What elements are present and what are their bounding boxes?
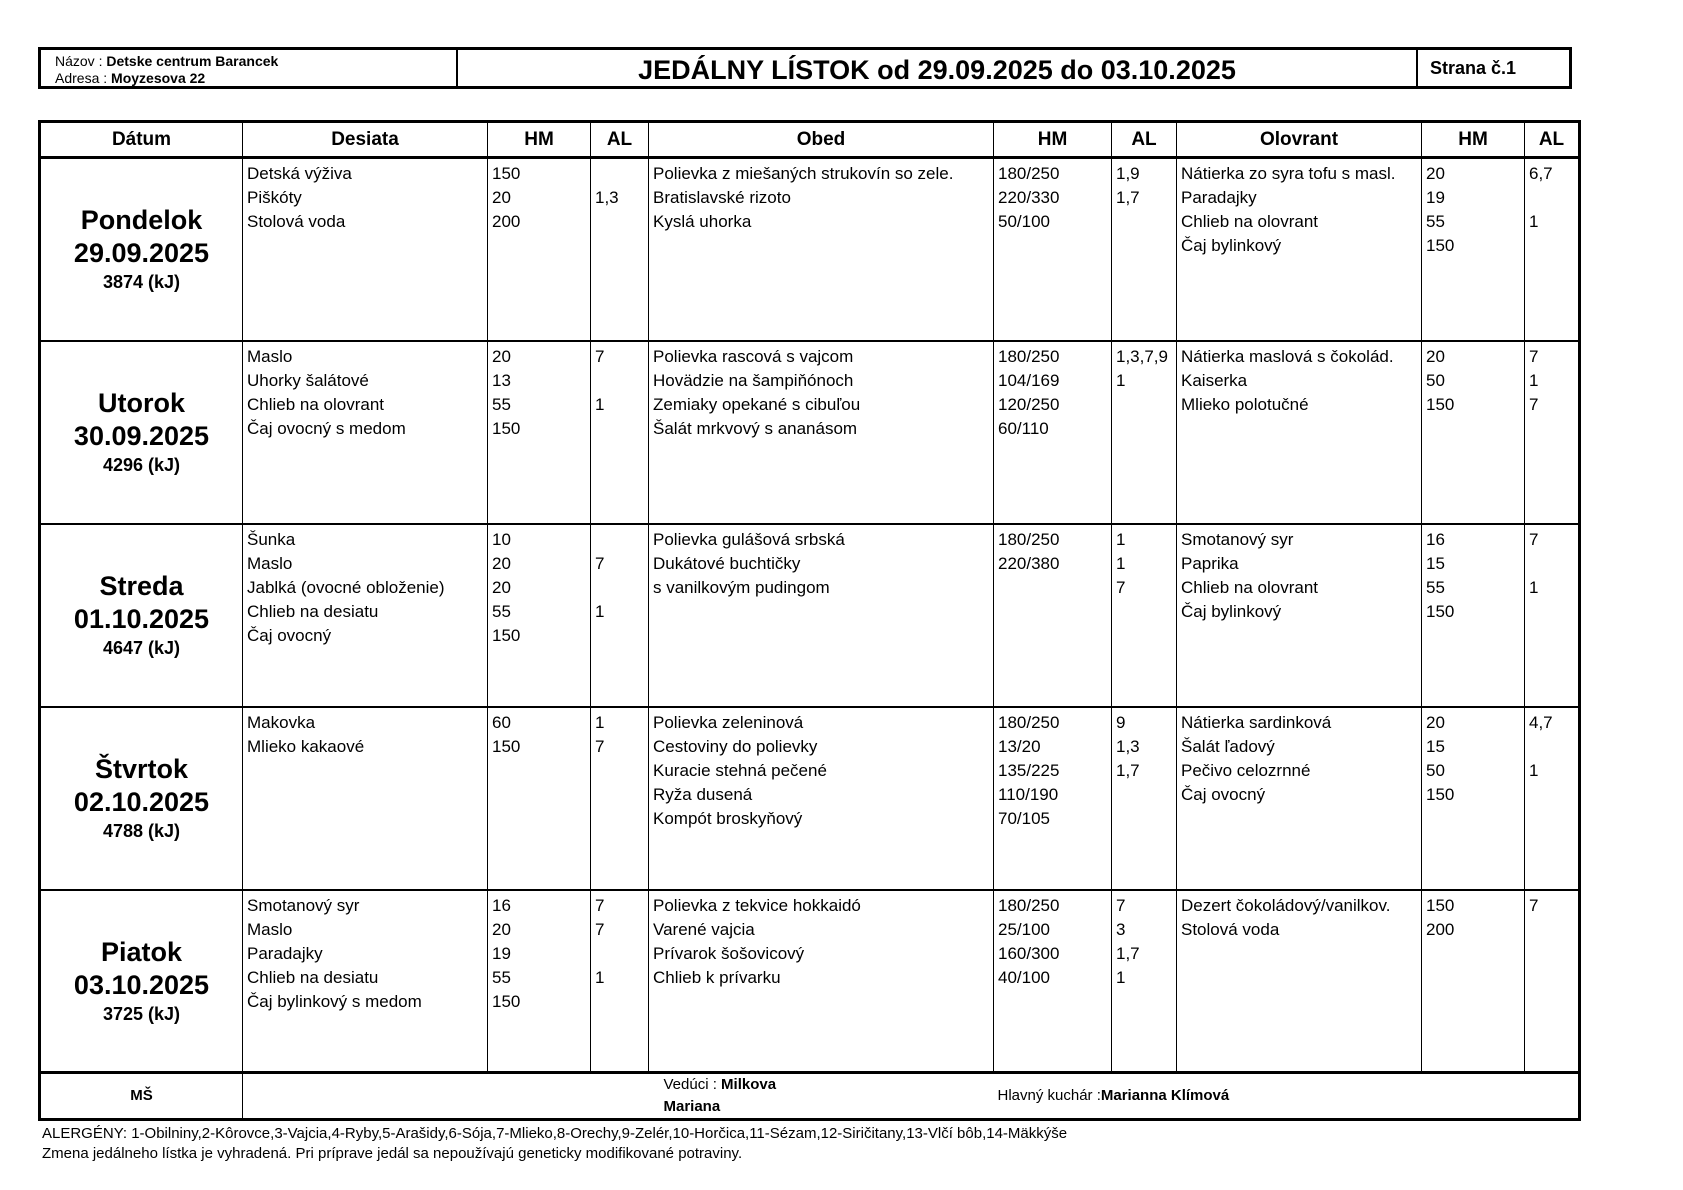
- obed-item: Kuracie stehná pečené: [653, 760, 827, 780]
- desiata-al: [595, 990, 644, 1014]
- day-energy: 3874 (kJ): [102, 272, 181, 293]
- olovrant-al: [1529, 918, 1574, 942]
- olovrant-al: [1529, 735, 1574, 759]
- olovrant-item: Smotanový syr: [1181, 529, 1294, 549]
- desiata-item: Šunka: [247, 529, 296, 549]
- col-hm-snack: HM: [488, 122, 591, 158]
- obed-hm: 25/100: [998, 919, 1050, 939]
- desiata-al: [595, 417, 644, 441]
- olovrant-item-cell: [1177, 890, 1422, 1073]
- olovrant-hm: 55: [1426, 577, 1445, 597]
- day-row: [40, 890, 1580, 1073]
- day-energy: 4647 (kJ): [102, 638, 181, 658]
- obed-hm-cell: [994, 524, 1112, 707]
- desiata-item: Mlieko kakaové: [247, 736, 365, 756]
- olovrant-item-cell: [1177, 707, 1422, 890]
- olovrant-hm: 150: [1426, 601, 1455, 621]
- olovrant-al: 7: [1529, 529, 1539, 549]
- obed-hm: 180/250: [998, 529, 1060, 549]
- day-row: [40, 341, 1580, 524]
- desiata-al: [595, 624, 644, 648]
- desiata-al: [595, 528, 644, 552]
- menu-body: [40, 158, 1580, 1073]
- desiata-hm: 20: [492, 919, 511, 939]
- olovrant-al: 1: [1529, 577, 1539, 597]
- desiata-hm: 150: [492, 736, 521, 756]
- desiata-item-cell: [243, 341, 488, 524]
- obed-hm-cell: [994, 341, 1112, 524]
- desiata-al: 7: [595, 919, 605, 939]
- olovrant-hm: 55: [1426, 212, 1445, 231]
- desiata-hm: 150: [492, 991, 521, 1011]
- desiata-item: Smotanový syr: [247, 895, 360, 915]
- olovrant-al: 6,7: [1529, 164, 1553, 183]
- desiata-item-cell: [243, 707, 488, 890]
- desiata-al-cell: [591, 341, 649, 524]
- olovrant-al: 1: [1529, 760, 1539, 780]
- olovrant-al: 4,7: [1529, 712, 1553, 732]
- desiata-hm-cell: [488, 341, 591, 524]
- desiata-hm: 200: [492, 212, 521, 231]
- desiata-al: 7: [595, 346, 605, 366]
- obed-al: 7: [1116, 577, 1126, 597]
- obed-hm: 110/190: [998, 784, 1059, 804]
- chef-name: Marianna Klímová: [1100, 1087, 1230, 1104]
- day-row: [40, 158, 1580, 341]
- obed-item: Kyslá uhorka: [653, 212, 752, 231]
- obed-hm: 13/20: [998, 736, 1041, 756]
- obed-al: 1: [1116, 553, 1126, 573]
- desiata-item: Maslo: [247, 346, 293, 366]
- col-lunch: Obed: [649, 122, 994, 158]
- olovrant-hm: 20: [1426, 346, 1445, 366]
- name-label: Názov :: [55, 53, 103, 69]
- obed-item: Varené vajcia: [653, 919, 755, 939]
- col-al-lunch: AL: [1112, 122, 1177, 158]
- olovrant-item: Paprika: [1181, 553, 1239, 573]
- day-row: [40, 524, 1580, 707]
- obed-item: Dukátové buchtičky: [653, 553, 801, 573]
- desiata-al: 1: [595, 601, 605, 621]
- col-hm-afternoon: HM: [1422, 122, 1525, 158]
- olovrant-al-cell: [1525, 341, 1580, 524]
- olovrant-al-cell: [1525, 707, 1580, 890]
- desiata-al: [595, 576, 644, 600]
- obed-hm: 135/225: [998, 760, 1060, 780]
- olovrant-item-cell: [1177, 158, 1422, 341]
- desiata-hm-cell: [488, 524, 591, 707]
- day-date: 30.09.2025: [73, 421, 210, 451]
- desiata-item-cell: [243, 890, 488, 1073]
- olovrant-item: Čaj bylinkový: [1181, 601, 1282, 621]
- olovrant-al: [1529, 600, 1574, 624]
- menu-table: [38, 120, 1581, 1121]
- desiata-hm: 16: [492, 895, 511, 915]
- desiata-item: Detská výživa: [247, 164, 352, 183]
- day-date: 03.10.2025: [73, 969, 210, 1000]
- olovrant-item-cell: [1177, 341, 1422, 524]
- olovrant-item: Kaiserka: [1181, 370, 1248, 390]
- desiata-hm: 13: [492, 370, 511, 390]
- desiata-hm: 10: [492, 529, 511, 549]
- olovrant-al: [1529, 552, 1574, 576]
- page-title: JEDÁLNY LÍSTOK od 29.09.2025 do 03.10.2025: [458, 50, 1418, 86]
- olovrant-al: [1529, 234, 1574, 258]
- desiata-item: Chlieb na desiatu: [247, 967, 379, 987]
- desiata-hm: 150: [492, 164, 521, 183]
- day-cell: [40, 524, 243, 707]
- olovrant-item: Mlieko polotučné: [1181, 394, 1309, 414]
- obed-hm: 120/250: [998, 394, 1060, 414]
- day-row: [40, 707, 1580, 890]
- obed-al-cell: [1112, 158, 1177, 341]
- disclaimer-note: Zmena jedálneho lístka je vyhradená. Pri príprave jedál sa nepoužívajú geneticky modifikované potraviny.: [42, 1145, 743, 1162]
- olovrant-item: Nátierka zo syra tofu s masl.: [1181, 164, 1396, 183]
- obed-hm: 50/100: [998, 212, 1050, 231]
- desiata-al: 1: [595, 967, 605, 987]
- obed-al: 1: [1116, 370, 1126, 390]
- desiata-item: Paradajky: [247, 943, 323, 963]
- olovrant-item: Chlieb na olovrant: [1181, 212, 1319, 231]
- ms-label: MŠ: [40, 1073, 243, 1120]
- chef-label: Hlavný kuchár :: [997, 1087, 1101, 1104]
- desiata-hm: 20: [492, 553, 511, 573]
- olovrant-al: 7: [1529, 895, 1539, 915]
- olovrant-item: Pečivo celozrnné: [1181, 760, 1311, 780]
- desiata-item: Stolová voda: [247, 212, 346, 231]
- obed-al: 1,7: [1116, 943, 1140, 963]
- desiata-item: Čaj bylinkový s medom: [247, 991, 422, 1011]
- desiata-al: 1: [595, 394, 605, 414]
- day-energy: 3725 (kJ): [102, 1003, 181, 1024]
- obed-al: 7: [1116, 895, 1126, 915]
- olovrant-hm-cell: [1422, 524, 1525, 707]
- obed-hm: 104/169: [998, 370, 1060, 390]
- obed-al: [1116, 783, 1172, 807]
- olovrant-hm-cell: [1422, 158, 1525, 341]
- col-hm-lunch: HM: [994, 122, 1112, 158]
- obed-item-cell: [649, 890, 994, 1073]
- day-cell: [40, 890, 243, 1073]
- desiata-hm: 55: [492, 394, 511, 414]
- facility-info: [41, 50, 458, 86]
- olovrant-item-cell: [1177, 524, 1422, 707]
- address-label: Adresa :: [55, 70, 108, 86]
- col-al-afternoon: AL: [1525, 122, 1580, 158]
- signature-row: [40, 1073, 1580, 1120]
- desiata-hm-cell: [488, 158, 591, 341]
- desiata-item: Čaj ovocný: [247, 625, 332, 645]
- day-name: Pondelok: [80, 205, 203, 236]
- obed-item: Polievka rascová s vajcom: [653, 346, 854, 366]
- col-al-snack: AL: [591, 122, 649, 158]
- desiata-al-cell: [591, 158, 649, 341]
- col-snack: Desiata: [243, 122, 488, 158]
- olovrant-hm: 15: [1426, 736, 1445, 756]
- manager-label: Vedúci :: [663, 1076, 717, 1093]
- obed-item: Polievka z miešaných strukovín so zele.: [653, 164, 954, 183]
- day-name: Streda: [99, 571, 184, 601]
- olovrant-al-cell: [1525, 158, 1580, 341]
- olovrant-al-cell: [1525, 890, 1580, 1073]
- facility-name: Detske centrum Barancek: [106, 53, 279, 69]
- obed-hm: [998, 576, 1107, 600]
- desiata-al: [595, 210, 644, 234]
- olovrant-hm: 150: [1426, 895, 1455, 915]
- obed-al: [1116, 417, 1172, 441]
- obed-hm: 220/380: [998, 553, 1060, 573]
- obed-al: [1116, 393, 1172, 417]
- day-date: 02.10.2025: [73, 787, 210, 817]
- day-energy: 4296 (kJ): [102, 455, 181, 475]
- desiata-al: [595, 162, 644, 186]
- desiata-hm: 150: [492, 418, 521, 438]
- obed-hm: 70/105: [998, 808, 1050, 828]
- desiata-hm: 55: [492, 601, 511, 621]
- desiata-item-cell: [243, 158, 488, 341]
- obed-item: Ryža dusená: [653, 784, 753, 804]
- olovrant-item: Šalát ľadový: [1181, 736, 1275, 756]
- desiata-item: Chlieb na desiatu: [247, 601, 379, 621]
- obed-al-cell: [1112, 341, 1177, 524]
- desiata-hm: 150: [492, 625, 521, 645]
- olovrant-item: Stolová voda: [1181, 919, 1280, 939]
- column-headers: [40, 122, 1580, 158]
- obed-item: Prívarok šošovicový: [653, 943, 805, 963]
- chef-cell: [994, 1073, 1580, 1120]
- obed-al: 1: [1116, 529, 1126, 549]
- desiata-hm: 19: [492, 943, 511, 963]
- olovrant-al: 1: [1529, 212, 1539, 231]
- olovrant-hm: 150: [1426, 784, 1455, 804]
- desiata-item: Čaj ovocný s medom: [247, 418, 406, 438]
- obed-hm: 60/110: [998, 418, 1049, 438]
- obed-item: Polievka gulášová srbská: [653, 529, 845, 549]
- day-cell: [40, 341, 243, 524]
- page-number: Strana č.1: [1430, 58, 1517, 78]
- olovrant-hm: 20: [1426, 164, 1445, 183]
- obed-hm: 180/250: [998, 346, 1060, 366]
- obed-al: 1,7: [1116, 760, 1140, 780]
- day-date: 29.09.2025: [73, 238, 210, 269]
- desiata-item: Maslo: [247, 919, 293, 939]
- obed-hm: 40/100: [998, 967, 1050, 987]
- desiata-hm: 20: [492, 577, 511, 597]
- olovrant-hm: 19: [1426, 188, 1445, 207]
- olovrant-item: Paradajky: [1181, 188, 1257, 207]
- desiata-item: Maslo: [247, 553, 293, 573]
- obed-hm: 180/250: [998, 164, 1060, 183]
- obed-item-cell: [649, 341, 994, 524]
- desiata-item: Piškóty: [247, 188, 302, 207]
- desiata-item: Jablká (ovocné obloženie): [247, 577, 445, 597]
- desiata-item-cell: [243, 524, 488, 707]
- olovrant-hm-cell: [1422, 707, 1525, 890]
- obed-al: 1: [1116, 967, 1126, 987]
- desiata-hm: 20: [492, 188, 511, 207]
- obed-hm-cell: [994, 707, 1112, 890]
- obed-al: [1116, 807, 1172, 831]
- obed-item-cell: [649, 524, 994, 707]
- olovrant-item: Čaj bylinkový: [1181, 236, 1282, 255]
- olovrant-item: Nátierka sardinková: [1181, 712, 1332, 732]
- notes: [42, 1124, 1067, 1164]
- obed-al: 1,9: [1116, 164, 1140, 183]
- olovrant-al: 1: [1529, 370, 1539, 390]
- obed-item: Polievka zeleninová: [653, 712, 804, 732]
- olovrant-al: [1529, 186, 1574, 210]
- desiata-item: Uhorky šalátové: [247, 370, 369, 390]
- desiata-al: [595, 942, 644, 966]
- olovrant-item: Nátierka maslová s čokolád.: [1181, 346, 1394, 366]
- desiata-al-cell: [591, 524, 649, 707]
- obed-item-cell: [649, 158, 994, 341]
- obed-hm: 180/250: [998, 712, 1060, 732]
- obed-al: 9: [1116, 712, 1126, 732]
- olovrant-hm: 200: [1426, 919, 1455, 939]
- olovrant-item: Čaj ovocný: [1181, 784, 1266, 804]
- desiata-item: Chlieb na olovrant: [247, 394, 385, 414]
- desiata-al: 7: [595, 553, 605, 573]
- desiata-hm: 55: [492, 967, 511, 987]
- desiata-hm: 20: [492, 346, 511, 366]
- day-energy: 4788 (kJ): [102, 821, 181, 841]
- olovrant-hm: 150: [1426, 236, 1455, 255]
- desiata-al: [595, 369, 644, 393]
- obed-al: 1,3,7,9: [1116, 346, 1168, 366]
- obed-hm-cell: [994, 158, 1112, 341]
- olovrant-item: Chlieb na olovrant: [1181, 577, 1319, 597]
- obed-al-cell: [1112, 890, 1177, 1073]
- desiata-hm-cell: [488, 707, 591, 890]
- manager-name: Milkova Mariana: [663, 1076, 777, 1115]
- obed-item: Šalát mrkvový s ananásom: [653, 418, 858, 438]
- obed-hm: 220/330: [998, 188, 1060, 207]
- obed-item: s vanilkovým pudingom: [653, 577, 830, 597]
- olovrant-hm: 50: [1426, 370, 1445, 390]
- desiata-item: Makovka: [247, 712, 316, 732]
- desiata-hm-cell: [488, 890, 591, 1073]
- obed-item: Polievka z tekvice hokkaidó: [653, 895, 861, 915]
- desiata-al: 1,3: [595, 188, 619, 207]
- col-afternoon: Olovrant: [1177, 122, 1422, 158]
- obed-al: 1,3: [1116, 736, 1140, 756]
- olovrant-hm: 15: [1426, 553, 1445, 573]
- obed-item: Zemiaky opekané s cibuľou: [653, 394, 861, 414]
- obed-item: Cestoviny do polievky: [653, 736, 818, 756]
- olovrant-al: 7: [1529, 394, 1539, 414]
- day-date: 01.10.2025: [73, 604, 210, 634]
- obed-al-cell: [1112, 524, 1177, 707]
- olovrant-hm: 50: [1426, 760, 1445, 780]
- olovrant-hm-cell: [1422, 341, 1525, 524]
- obed-item: Hovädzie na šampiňónoch: [653, 370, 854, 390]
- day-name: Piatok: [100, 936, 183, 967]
- desiata-al-cell: [591, 890, 649, 1073]
- day-cell: [40, 158, 243, 341]
- col-date: Dátum: [40, 122, 243, 158]
- obed-hm-cell: [994, 890, 1112, 1073]
- obed-item: Kompót broskyňový: [653, 808, 803, 828]
- desiata-al: 7: [595, 736, 605, 756]
- allergens-note: ALERGÉNY: 1-Obilniny,2-Kôrovce,3-Vajcia,4-Ryby,5-Arašidy,6-Sója,7-Mlieko,8-Orechy,9-Zelér,10-Horčica,11-Sézam,12-Siričitany,13-Vlčí bôb,14-Mäkkýše: [42, 1125, 1068, 1142]
- desiata-al: 1: [595, 712, 605, 732]
- olovrant-al: [1529, 783, 1574, 807]
- day-name: Štvrtok: [94, 754, 189, 784]
- document-header: [38, 47, 1572, 89]
- olovrant-hm-cell: [1422, 890, 1525, 1073]
- day-cell: [40, 707, 243, 890]
- facility-address: Moyzesova 22: [111, 70, 206, 86]
- olovrant-al-cell: [1525, 524, 1580, 707]
- desiata-al-cell: [591, 707, 649, 890]
- obed-al: 1,7: [1116, 188, 1140, 207]
- olovrant-al: 7: [1529, 346, 1539, 366]
- obed-hm: 180/250: [998, 895, 1060, 915]
- obed-hm: 160/300: [998, 943, 1060, 963]
- manager-cell: [243, 1073, 994, 1120]
- obed-item: Bratislavské rizoto: [653, 188, 791, 207]
- day-name: Utorok: [98, 388, 185, 418]
- obed-item: Chlieb k prívarku: [653, 967, 781, 987]
- olovrant-hm: 20: [1426, 712, 1445, 732]
- desiata-al: 7: [595, 895, 605, 915]
- olovrant-hm: 16: [1426, 529, 1445, 549]
- desiata-hm: 60: [492, 712, 511, 732]
- obed-al: [1116, 210, 1172, 234]
- obed-al: 3: [1116, 919, 1126, 939]
- olovrant-item: Dezert čokoládový/vanilkov.: [1181, 895, 1391, 915]
- olovrant-hm: 150: [1426, 394, 1455, 414]
- obed-item-cell: [649, 707, 994, 890]
- obed-al-cell: [1112, 707, 1177, 890]
